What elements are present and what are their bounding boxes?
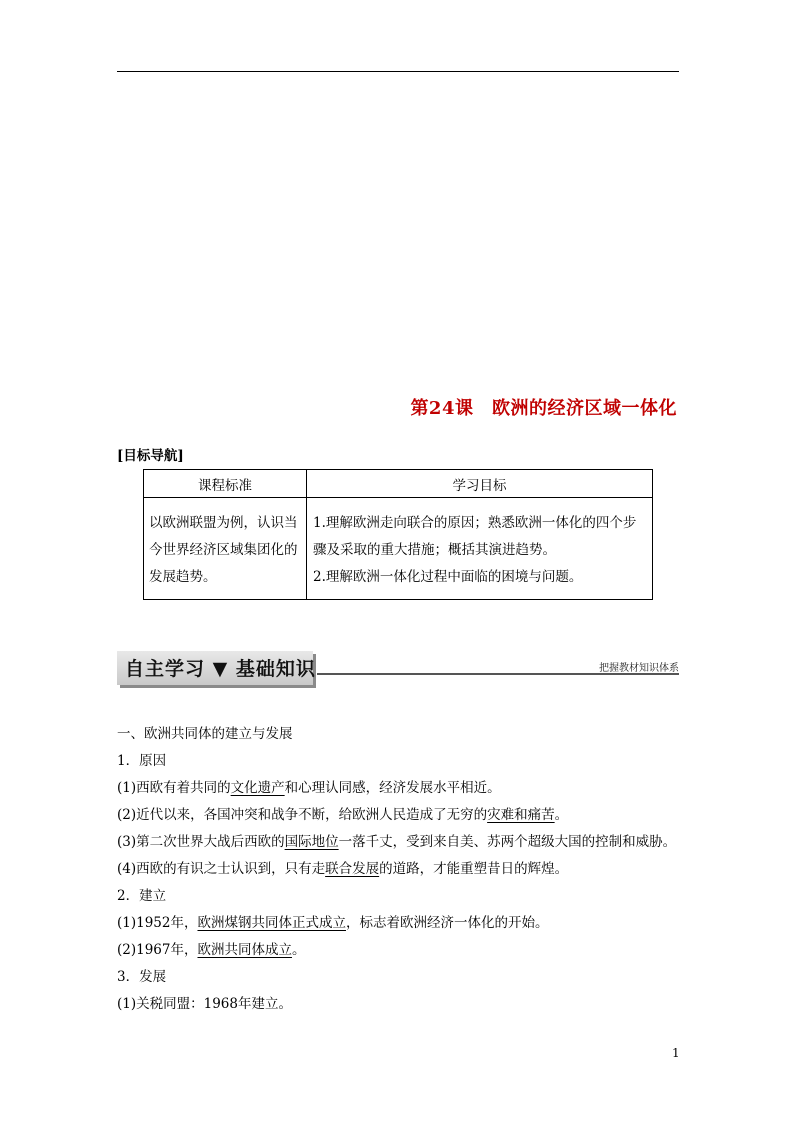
header-goals: 学习目标 — [307, 470, 653, 498]
key-term: 欧洲煤钢共同体正式成立 — [197, 915, 346, 931]
banner-box — [117, 651, 316, 685]
establish-item: (2)1967年，欧洲共同体成立。 — [117, 942, 306, 958]
establish-item: (1)1952年，欧洲煤钢共同体正式成立，标志着欧洲经济一体化的开始。 — [117, 915, 549, 931]
reason-item: (1)西欧有着共同的文化遗产和心理认同感，经济发展水平相近。 — [117, 780, 501, 796]
goal-item: 1.理解欧洲走向联合的原因；熟悉欧洲一体化的四个步骤及采取的重大措施；概括其演进趋势。 — [313, 515, 637, 558]
key-term: 文化遗产 — [230, 780, 285, 796]
curriculum-table — [143, 469, 653, 600]
goal-nav-label: [目标导航] — [117, 448, 184, 464]
body-content — [117, 721, 687, 1018]
develop-item: (1)关税同盟：1968年建立。 — [117, 996, 292, 1012]
goals-cell — [307, 498, 653, 600]
banner-subtitle: 把握教材知识体系 — [599, 663, 679, 674]
key-term: 联合发展 — [325, 861, 380, 877]
reason-item: (4)西欧的有识之士认识到，只有走联合发展的道路，才能重塑昔日的辉煌。 — [117, 861, 569, 877]
section-banner — [117, 651, 679, 689]
header-standard: 课程标准 — [144, 470, 307, 498]
key-term: 欧洲共同体成立 — [197, 942, 292, 958]
key-term: 灾难和痛苦 — [487, 807, 555, 823]
reason-item: (3)第二次世界大战后西欧的国际地位一落千丈，受到来自美、苏两个超级大国的控制和威胁。 — [117, 834, 677, 850]
standard-cell: 以欧洲联盟为例，认识当今世界经济区域集团化的发展趋势。 — [144, 498, 307, 600]
banner-title: 自主学习 ▼ 基础知识 — [125, 658, 316, 680]
lesson-title: 第24课 欧洲的经济区域一体化 — [410, 398, 677, 419]
section-heading: 一、欧洲共同体的建立与发展 — [117, 726, 293, 742]
subheading-reason: 1．原因 — [117, 753, 167, 769]
key-term: 国际地位 — [284, 834, 339, 850]
subheading-establish: 2．建立 — [117, 888, 167, 904]
header-rule — [117, 71, 679, 72]
page-number: 1 — [672, 1046, 680, 1060]
reason-item: (2)近代以来，各国冲突和战争不断，给欧洲人民造成了无穷的灾难和痛苦。 — [117, 807, 569, 823]
subheading-develop: 3．发展 — [117, 969, 167, 985]
goal-item: 2.理解欧洲一体化过程中面临的困境与问题。 — [313, 569, 583, 585]
